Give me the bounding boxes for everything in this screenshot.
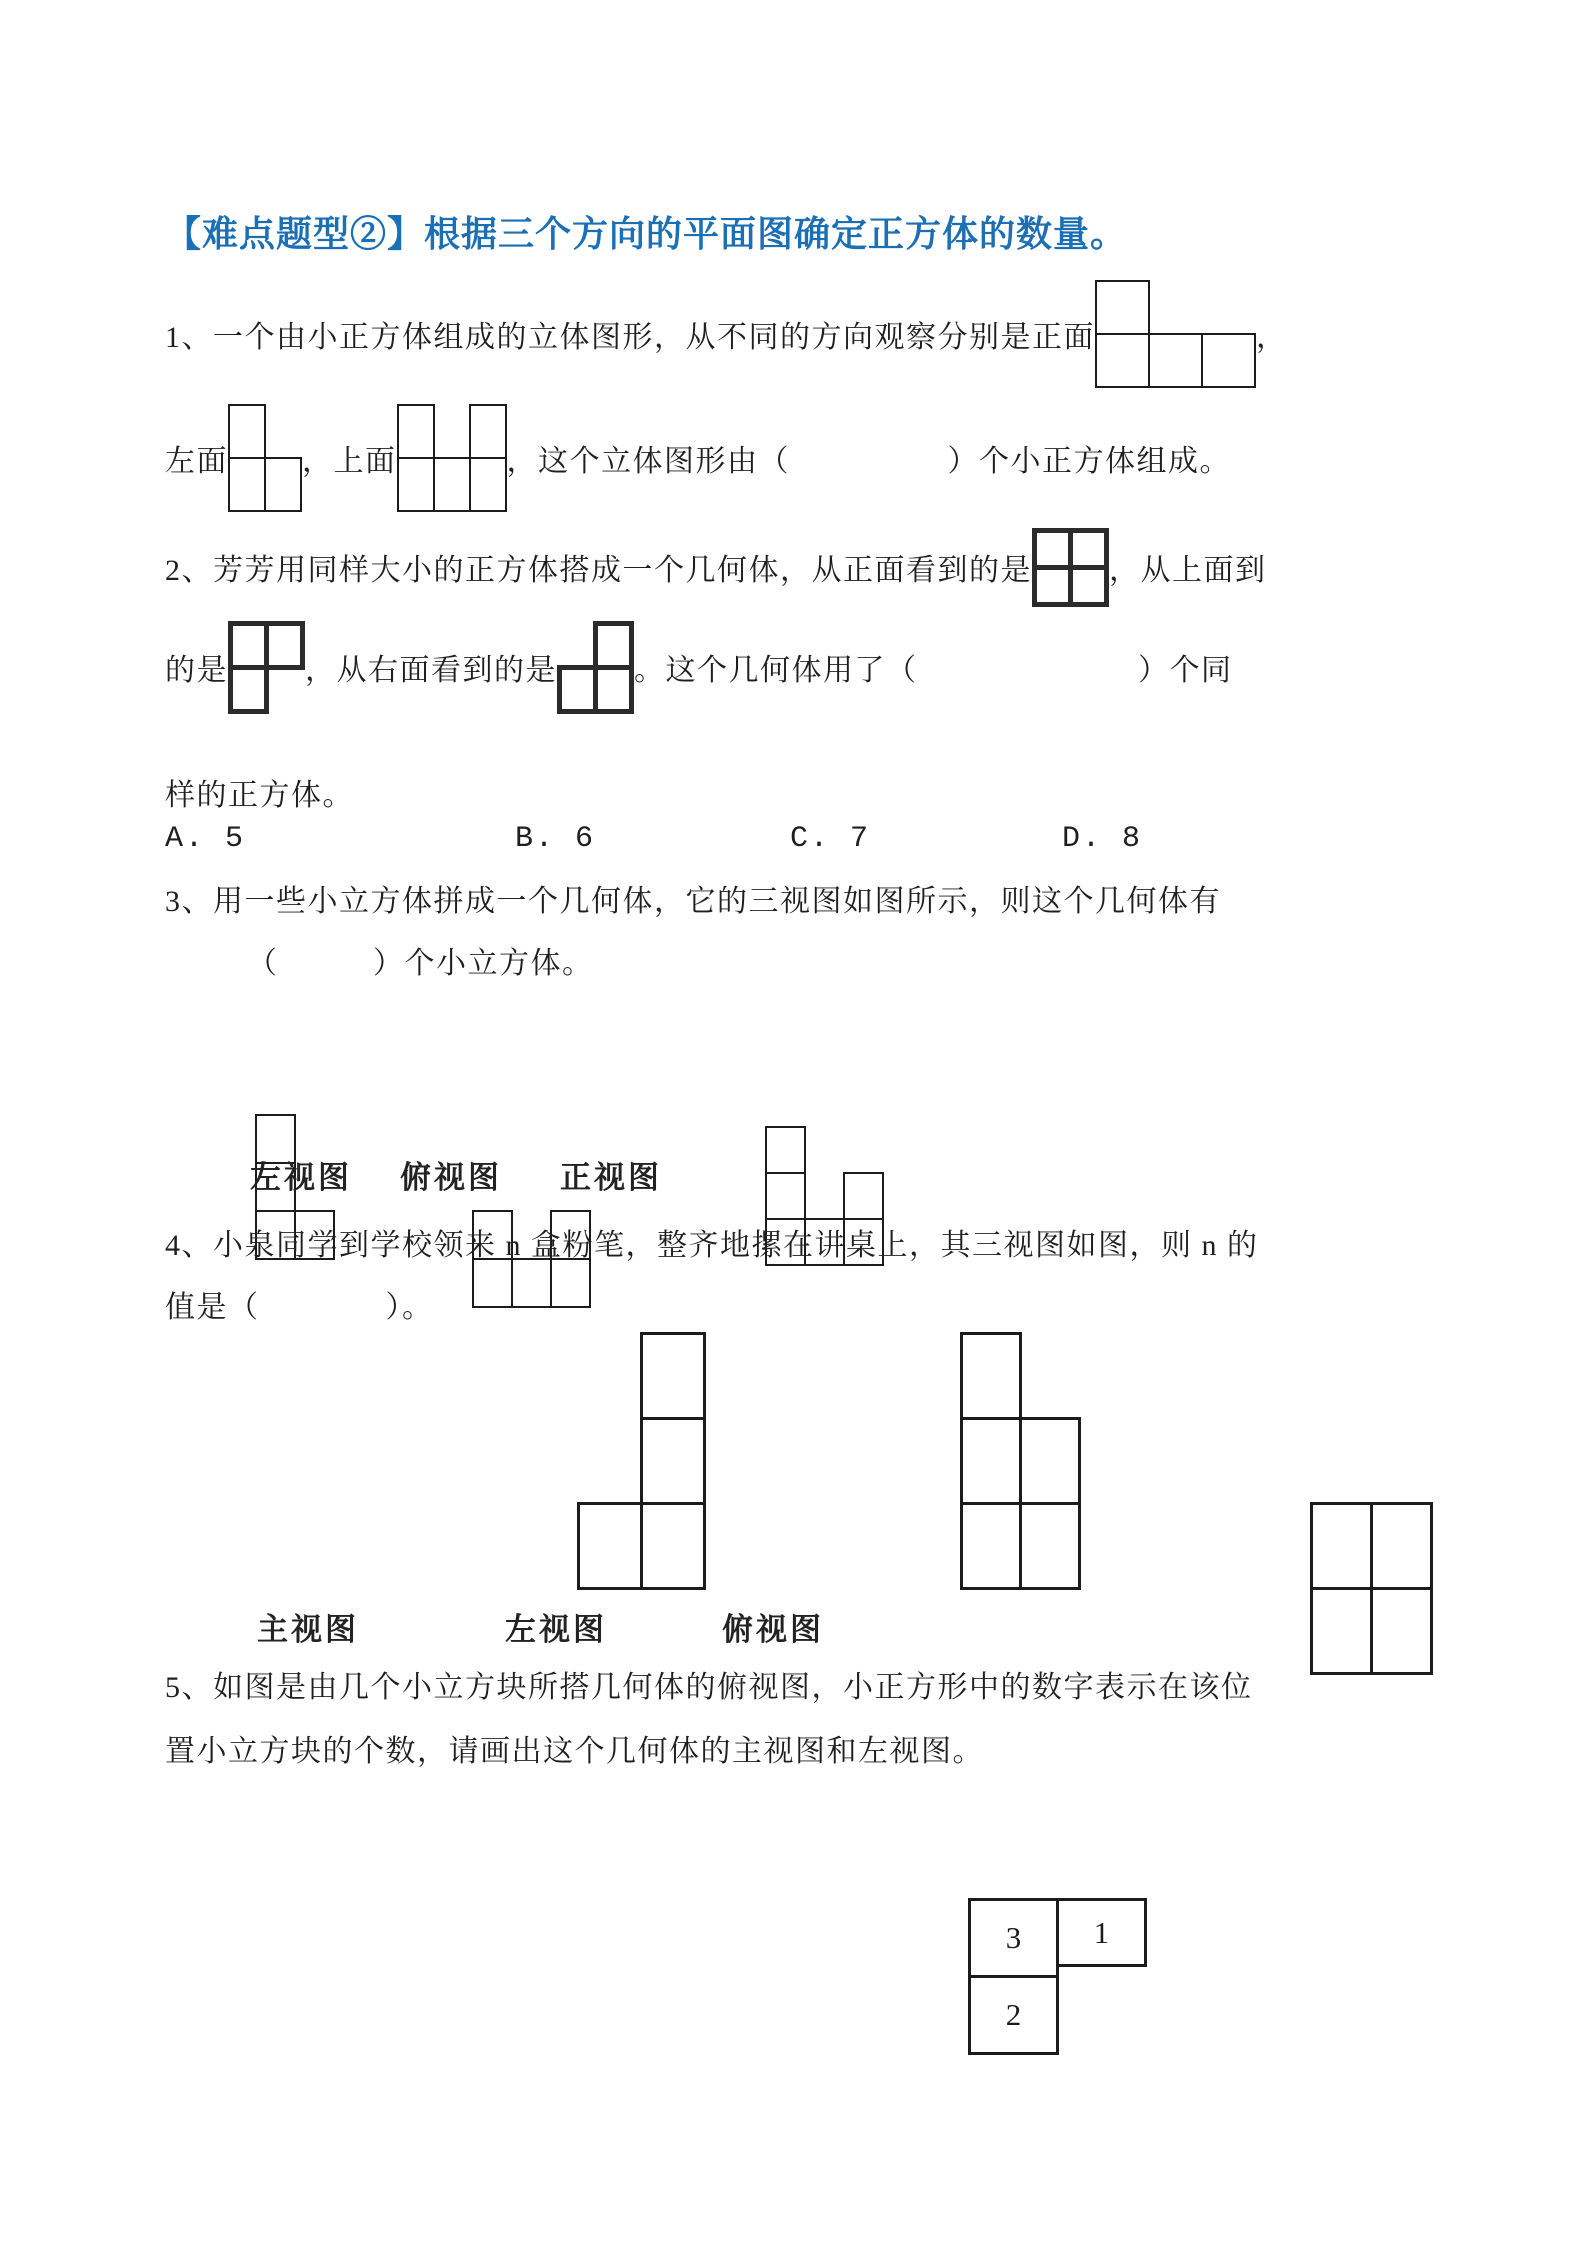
section-title: 【难点题型②】根据三个方向的平面图确定正方体的数量。 [165,213,1128,254]
q1-front-view-diagram [1095,280,1256,388]
grid-cell: 2 [968,1975,1059,2055]
grid-cell [1032,565,1073,607]
grid-cell [765,1126,806,1174]
grid-cell [1019,1417,1081,1505]
grid-cell [397,457,435,512]
q4-main-view-diagram [577,1332,706,1590]
q1-line2-tail: ，这个立体图形由（ ）个小正方体组成。 [506,445,1231,478]
q2-top-view-diagram [228,621,305,714]
q2-line3: 样的正方体。 [165,779,354,812]
grid-cell [550,1258,591,1308]
q4-label-main-view: 主视图 [257,1612,359,1647]
grid-cell [577,1502,643,1590]
q4-label-top-view: 俯视图 [722,1612,824,1647]
grid-cell [640,1332,706,1420]
q2-line2-tail: 。这个几何体用了（ ）个同 [634,654,1233,687]
q4-top-view-diagram [1310,1502,1433,1675]
grid-cell [557,665,598,714]
q4-line2: 值是（ ）。 [165,1291,434,1324]
grid-cell [433,457,471,512]
grid-cell [960,1417,1022,1505]
q2-line2-head: 的是 [165,654,228,687]
q2-line2-mid: ，从右面看到的是 [305,654,557,687]
grid-cell [1032,528,1073,570]
q5-numbered-top-view-grid [968,1898,1147,2055]
q4-left-view-diagram [960,1332,1081,1590]
q1-left-face-label: 左面 [165,445,228,478]
grid-cell: 3 [968,1898,1059,1978]
grid-cell [469,404,507,459]
grid-cell [593,621,634,670]
q4-line1: 4、小泉同学到学校领来 n 盒粉笔，整齐地摞在讲桌上，其三视图如图，则 n 的 [165,1229,1259,1262]
q2-option-c: C. 7 [790,822,871,856]
q2-option-b: B. 6 [515,822,596,856]
grid-cell [765,1172,806,1220]
q3-line2: （ ）个小立方体。 [247,947,594,980]
q1-line2 [165,402,1231,514]
grid-cell [593,665,634,714]
q1-left-view-diagram [228,404,302,512]
q2-line1-tail: ，从上面到 [1109,554,1267,587]
q5-line1: 5、如图是由几个小立方块所搭几何体的俯视图，小正方形中的数字表示在该位 [165,1671,1253,1704]
q3-label-front-view: 正视图 [560,1160,662,1195]
grid-cell [1201,333,1256,388]
q1-line1-comma: ， [1256,321,1288,354]
grid-cell [1370,1587,1433,1675]
grid-cell [843,1172,884,1220]
grid-cell [960,1332,1022,1420]
grid-cell [1019,1502,1081,1590]
q3-label-top-view: 俯视图 [400,1160,502,1195]
grid-cell [264,457,302,512]
q5-line2: 置小立方块的个数，请画出这个几何体的主视图和左视图。 [165,1735,984,1768]
q2-line1-text: 2、芳芳用同样大小的正方体搭成一个几何体，从正面看到的是 [165,554,1032,587]
grid-cell [1310,1502,1373,1590]
grid-cell [960,1502,1022,1590]
grid-cell [1148,333,1203,388]
q3-line1: 3、用一些小立方体拼成一个几何体，它的三视图如图所示，则这个几何体有 [165,885,1221,918]
grid-cell [1068,528,1109,570]
q2-right-view-diagram [557,621,634,714]
grid-cell [472,1258,513,1308]
grid-cell [228,404,266,459]
q1-top-face-label: ，上面 [302,445,397,478]
q1-line1-text: 1、一个由小正方体组成的立体图形，从不同的方向观察分别是正面 [165,321,1095,354]
grid-cell [640,1417,706,1505]
q2-option-d: D. 8 [1062,822,1143,856]
grid-cell [1370,1502,1433,1590]
q1-line1 [165,276,1288,392]
grid-cell [228,621,269,670]
q1-top-view-diagram [397,404,507,512]
grid-cell [228,457,266,512]
grid-cell [469,457,507,512]
grid-cell [397,404,435,459]
q2-line1 [165,526,1267,608]
grid-cell [1095,280,1150,335]
grid-cell [511,1258,552,1308]
q2-option-a: A. 5 [165,822,246,856]
q4-label-left-view: 左视图 [505,1612,607,1647]
grid-cell [264,621,305,670]
grid-cell [1068,565,1109,607]
grid-cell [228,665,269,714]
q2-front-view-diagram [1032,528,1109,607]
grid-cell: 1 [1056,1898,1147,1967]
q3-label-left-view: 左视图 [250,1160,352,1195]
q2-line2 [165,620,1233,714]
grid-cell [1310,1587,1373,1675]
grid-cell [640,1502,706,1590]
grid-cell [1095,333,1150,388]
